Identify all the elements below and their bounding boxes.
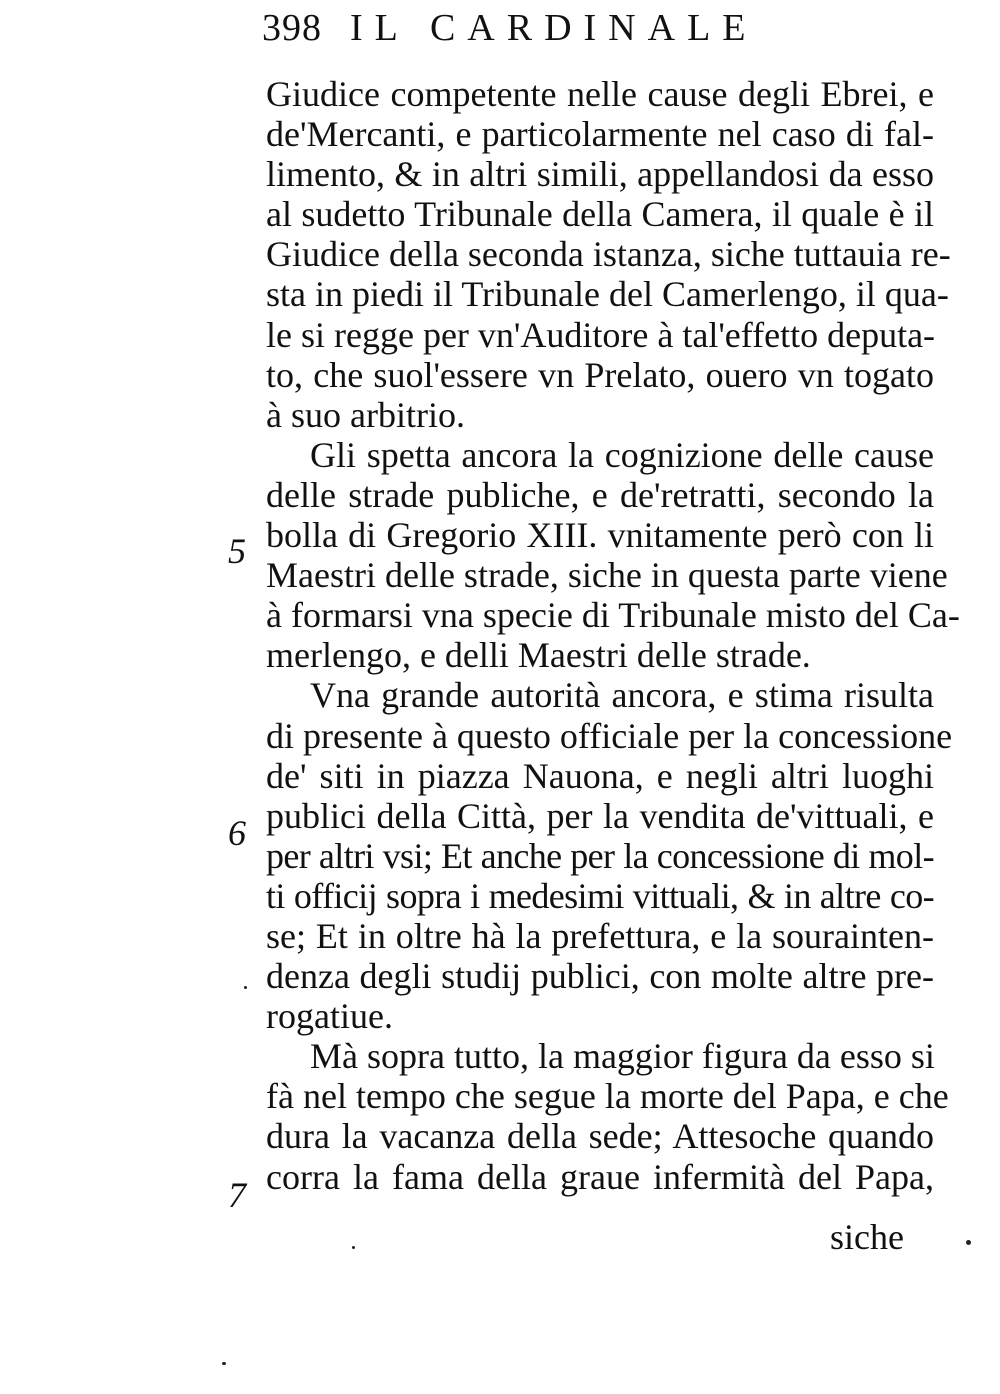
body-text bbox=[266, 74, 960, 1197]
text-line: publici della Città, per la vendita de'vittuali, e bbox=[266, 795, 934, 836]
text-line: de'Mercanti, e particolarmente nel caso di fal- bbox=[266, 114, 934, 155]
text-line: bolla di Gregorio XIII. vnitamente però con li bbox=[266, 515, 934, 556]
text-line: corra la fama della graue infermità del Papa, bbox=[266, 1156, 934, 1197]
ink-speck bbox=[966, 1240, 971, 1245]
text-line: sta in piedi il Tribunale del Camerlengo, il qua- bbox=[266, 274, 949, 315]
text-line: le si regge per vn'Auditore à tal'effetto deputa- bbox=[266, 314, 936, 355]
text-line: Giudice della seconda istanza, siche tuttauia re- bbox=[266, 234, 951, 275]
page-number: 398 bbox=[262, 7, 322, 49]
text-line: dura la vacanza della sede; Attesoche quando bbox=[266, 1116, 934, 1157]
margin-number: 5 bbox=[228, 531, 246, 571]
text-line: per altri vsi; Et anche per la concessione di mol- bbox=[266, 835, 934, 876]
text-line: limento, & in altri simili, appellandosi da esso bbox=[266, 154, 934, 195]
text-line: delle strade publiche, e de'retratti, secondo la bbox=[266, 474, 934, 515]
text-line: Mà sopra tutto, la maggior figura da esso si bbox=[310, 1036, 935, 1077]
text-line: Giudice competente nelle cause degli Ebrei, e bbox=[266, 74, 934, 114]
text-line: se; Et in oltre hà la prefettura, e la sourainten- bbox=[266, 915, 934, 956]
text-line: à suo arbitrio. bbox=[266, 394, 465, 435]
text-line: rogatiue. bbox=[266, 996, 393, 1037]
running-head bbox=[262, 6, 902, 64]
margin-number: 7 bbox=[228, 1175, 246, 1215]
running-title: IL CARDINALE bbox=[350, 7, 758, 49]
text-line: Gli spetta ancora la cognizione delle cause bbox=[310, 434, 934, 475]
text-line: à formarsi vna specie di Tribunale misto del Ca- bbox=[266, 595, 960, 636]
ink-speck bbox=[352, 1246, 355, 1249]
text-line: al sudetto Tribunale della Camera, il quale è il bbox=[266, 194, 934, 235]
ink-speck bbox=[222, 1362, 226, 1365]
margin-number: 6 bbox=[228, 813, 246, 853]
text-line: di presente à questo officiale per la concessione bbox=[266, 715, 953, 756]
text-line: Vna grande autorità ancora, e stima risulta bbox=[310, 675, 934, 716]
text-line: fà nel tempo che segue la morte del Papa, e che bbox=[266, 1076, 949, 1117]
text-line: ti officij sopra i medesimi vittuali, & in altre co- bbox=[266, 875, 934, 916]
text-line: Maestri delle strade, siche in questa parte viene bbox=[266, 555, 948, 596]
ink-speck bbox=[244, 986, 247, 989]
text-line: merlengo, e delli Maestri delle strade. bbox=[266, 635, 811, 676]
text-line: de' siti in piazza Nauona, e negli altri luoghi bbox=[266, 755, 934, 796]
text-line: denza degli studij publici, con molte altre pre- bbox=[266, 956, 934, 997]
text-line: to, che suol'essere vn Prelato, ouero vn togato bbox=[266, 354, 934, 395]
catchword: siche bbox=[830, 1217, 904, 1257]
